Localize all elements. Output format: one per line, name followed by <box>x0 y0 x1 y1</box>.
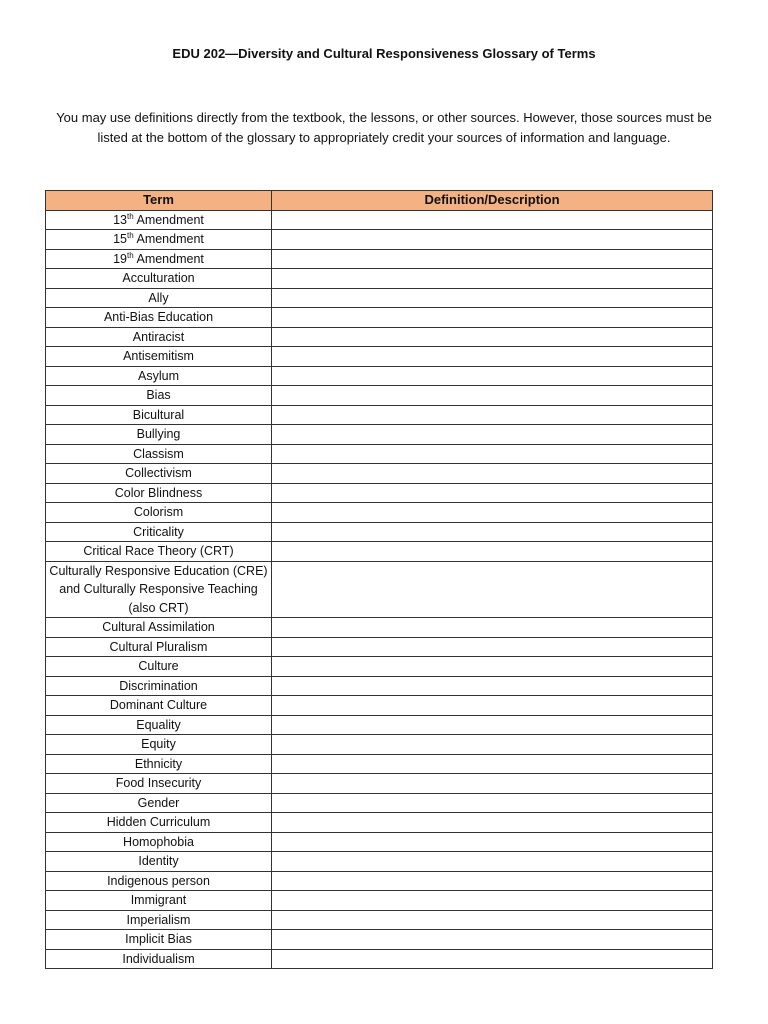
term-column-header: Term <box>46 191 272 211</box>
ordinal-suffix: th <box>127 230 134 240</box>
table-row <box>46 657 713 677</box>
table-row <box>46 637 713 657</box>
definition-cell[interactable] <box>272 754 713 774</box>
term-cell: Classism <box>46 444 272 464</box>
table-row <box>46 774 713 794</box>
table-row <box>46 503 713 523</box>
term-cell: Bias <box>46 386 272 406</box>
term-text: Amendment <box>136 212 204 227</box>
term-cell: Equality <box>46 715 272 735</box>
term-cell <box>46 249 272 269</box>
definition-cell[interactable] <box>272 366 713 386</box>
table-header-row <box>46 191 713 211</box>
definition-cell[interactable] <box>272 405 713 425</box>
definition-cell[interactable] <box>272 891 713 911</box>
term-cell <box>46 230 272 250</box>
table-row <box>46 735 713 755</box>
table-row <box>46 618 713 638</box>
definition-cell[interactable] <box>272 735 713 755</box>
definition-cell[interactable] <box>272 832 713 852</box>
term-cell: Critical Race Theory (CRT) <box>46 542 272 562</box>
definition-cell[interactable] <box>272 793 713 813</box>
term-cell: Color Blindness <box>46 483 272 503</box>
definition-cell[interactable] <box>272 425 713 445</box>
term-cell: Individualism <box>46 949 272 969</box>
amendment-number: 15 <box>113 232 128 246</box>
definition-cell[interactable] <box>272 386 713 406</box>
term-cell: Bicultural <box>46 405 272 425</box>
term-cell: Bullying <box>46 425 272 445</box>
ordinal-suffix: th <box>127 211 134 221</box>
definition-cell[interactable] <box>272 230 713 250</box>
table-row <box>46 754 713 774</box>
definition-cell[interactable] <box>272 269 713 289</box>
term-cell: Acculturation <box>46 269 272 289</box>
table-row <box>46 386 713 406</box>
definition-cell[interactable] <box>272 561 713 618</box>
definition-cell[interactable] <box>272 657 713 677</box>
table-row <box>46 871 713 891</box>
definition-column-header: Definition/Description <box>272 191 713 211</box>
term-cell: Imperialism <box>46 910 272 930</box>
term-cell: Antiracist <box>46 327 272 347</box>
definition-cell[interactable] <box>272 288 713 308</box>
table-row <box>46 852 713 872</box>
table-row <box>46 715 713 735</box>
term-cell: Cultural Pluralism <box>46 637 272 657</box>
term-cell: Criticality <box>46 522 272 542</box>
table-row <box>46 542 713 562</box>
term-cell: Equity <box>46 735 272 755</box>
table-row <box>46 793 713 813</box>
definition-cell[interactable] <box>272 249 713 269</box>
definition-cell[interactable] <box>272 308 713 328</box>
table-row <box>46 308 713 328</box>
table-row <box>46 813 713 833</box>
definition-cell[interactable] <box>272 618 713 638</box>
table-row <box>46 949 713 969</box>
term-cell: Identity <box>46 852 272 872</box>
table-row <box>46 288 713 308</box>
term-cell: Collectivism <box>46 464 272 484</box>
term-cell: Cultural Assimilation <box>46 618 272 638</box>
definition-cell[interactable] <box>272 503 713 523</box>
definition-cell[interactable] <box>272 483 713 503</box>
table-row <box>46 444 713 464</box>
ordinal-suffix: th <box>127 250 134 260</box>
definition-cell[interactable] <box>272 813 713 833</box>
table-row <box>46 366 713 386</box>
amendment-number: 19 <box>113 251 128 266</box>
table-row <box>46 891 713 911</box>
definition-cell[interactable] <box>272 696 713 716</box>
table-row <box>46 249 713 269</box>
table-row <box>46 930 713 950</box>
table-row <box>46 327 713 347</box>
term-cell: Antisemitism <box>46 347 272 367</box>
definition-cell[interactable] <box>272 327 713 347</box>
definition-cell[interactable] <box>272 930 713 950</box>
table-row <box>46 696 713 716</box>
definition-cell[interactable] <box>272 210 713 230</box>
definition-cell[interactable] <box>272 542 713 562</box>
table-row <box>46 210 713 230</box>
definition-cell[interactable] <box>272 637 713 657</box>
term-cell: Culturally Responsive Education (CRE) and Culturally Responsive Teaching (also CRT) <box>46 561 272 618</box>
term-cell: Hidden Curriculum <box>46 813 272 833</box>
term-text: Amendment <box>136 232 204 246</box>
table-row <box>46 832 713 852</box>
term-cell: Anti-Bias Education <box>46 308 272 328</box>
term-cell: Food Insecurity <box>46 774 272 794</box>
definition-cell[interactable] <box>272 464 713 484</box>
definition-cell[interactable] <box>272 347 713 367</box>
term-cell: Indigenous person <box>46 871 272 891</box>
table-row <box>46 522 713 542</box>
glossary-table <box>45 190 713 969</box>
term-cell: Ethnicity <box>46 754 272 774</box>
term-cell: Dominant Culture <box>46 696 272 716</box>
instructions-text: You may use definitions directly from the textbook, the lessons, or other sources. However, those sources must be listed at the bottom of the glossary to appropriately credit your sources of information and language. <box>56 110 712 145</box>
definition-cell[interactable] <box>272 910 713 930</box>
table-row <box>46 230 713 250</box>
document-title: EDU 202—Diversity and Cultural Responsiveness Glossary of Terms <box>172 46 596 61</box>
term-cell: Homophobia <box>46 832 272 852</box>
table-row <box>46 464 713 484</box>
term-cell: Discrimination <box>46 676 272 696</box>
definition-cell[interactable] <box>272 949 713 969</box>
table-row <box>46 910 713 930</box>
table-row <box>46 483 713 503</box>
term-text: Amendment <box>136 251 204 266</box>
table-row <box>46 405 713 425</box>
term-cell: Culture <box>46 657 272 677</box>
table-row <box>46 347 713 367</box>
term-cell <box>46 210 272 230</box>
table-row <box>46 425 713 445</box>
definition-cell[interactable] <box>272 715 713 735</box>
amendment-number: 13 <box>113 212 128 227</box>
term-cell: Asylum <box>46 366 272 386</box>
table-row <box>46 561 713 618</box>
table-row <box>46 269 713 289</box>
definition-cell[interactable] <box>272 774 713 794</box>
definition-cell[interactable] <box>272 444 713 464</box>
term-cell: Implicit Bias <box>46 930 272 950</box>
definition-cell[interactable] <box>272 676 713 696</box>
definition-cell[interactable] <box>272 852 713 872</box>
term-cell: Immigrant <box>46 891 272 911</box>
table-row <box>46 676 713 696</box>
term-cell: Gender <box>46 793 272 813</box>
definition-cell[interactable] <box>272 522 713 542</box>
term-cell: Colorism <box>46 503 272 523</box>
term-cell: Ally <box>46 288 272 308</box>
definition-cell[interactable] <box>272 871 713 891</box>
